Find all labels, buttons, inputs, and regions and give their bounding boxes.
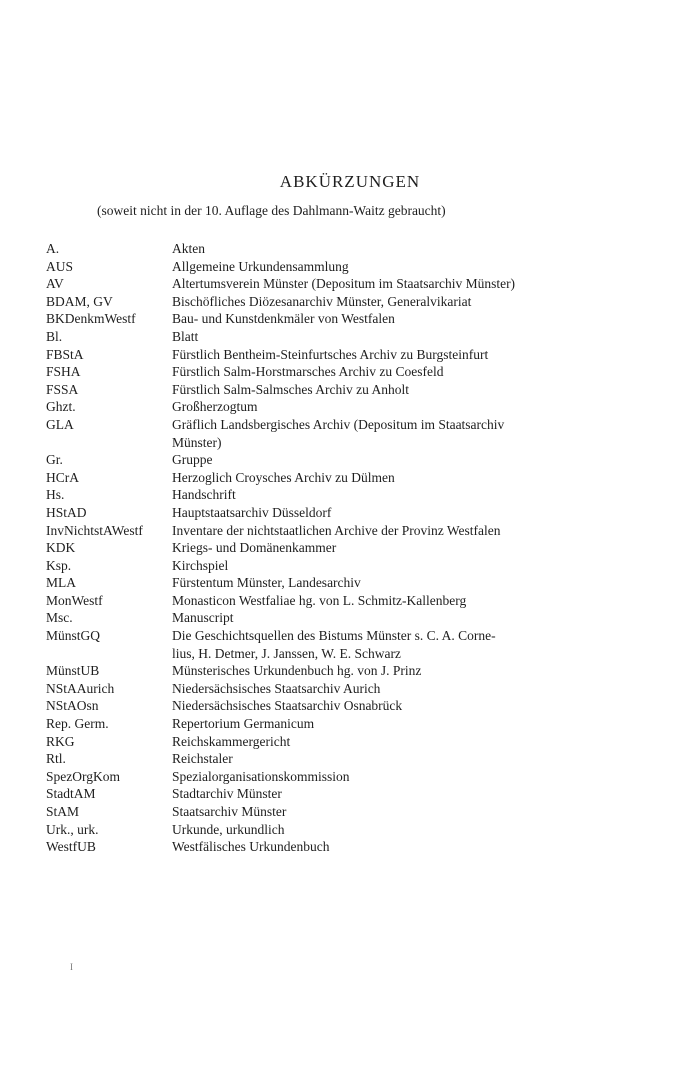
- abbreviation-meaning: Repertorium Germanicum: [172, 716, 315, 732]
- abbreviation-term: StAM: [46, 804, 80, 819]
- abbreviation-term: MonWestf: [46, 592, 103, 608]
- abbreviation-term: Urk., urk.: [46, 821, 99, 837]
- abbreviation-list: [46, 240, 586, 856]
- abbreviation-meaning: Handschrift: [172, 487, 236, 503]
- abbreviation-meaning: Inventare der nichtstaatlichen Archive der Provinz Westfalen: [172, 522, 501, 538]
- abbreviation-row: [46, 557, 586, 575]
- abbreviation-term: HCrA: [46, 469, 79, 485]
- abbreviation-meaning: Westfälisches Urkundenbuch: [172, 839, 330, 855]
- abbreviation-term: FBStA: [46, 346, 84, 362]
- abbreviation-row: [46, 785, 586, 803]
- abbreviation-row: [46, 539, 586, 557]
- abbreviation-meaning: Niedersächsisches Staatsarchiv Aurich: [172, 680, 381, 696]
- abbreviation-meaning: Die Geschichtsquellen des Bistums Münster s. C. A. Corne- lius, H. Detmer, J. Janssen, W. E. Schwarz: [172, 628, 496, 661]
- abbreviation-meaning: Reichskammergericht: [172, 733, 291, 749]
- abbreviation-meaning: Blatt: [172, 328, 199, 344]
- abbreviation-term: InvNichtstAWestf: [46, 522, 143, 538]
- abbreviation-term: Gr.: [46, 452, 63, 468]
- abbreviation-term: Ghzt.: [46, 399, 76, 415]
- abbreviation-row: [46, 363, 586, 381]
- abbreviation-row: [46, 398, 586, 416]
- abbreviation-term: Rep. Germ.: [46, 716, 109, 732]
- abbreviation-meaning: Großherzogtum: [172, 399, 258, 415]
- abbreviation-row: [46, 346, 586, 364]
- abbreviation-term: GLA: [46, 416, 74, 432]
- abbreviation-row: [46, 293, 586, 311]
- abbreviation-meaning: Manuscript: [172, 610, 234, 626]
- abbreviation-meaning: Fürstlich Bentheim-Steinfurtsches Archiv zu Burgsteinfurt: [172, 346, 489, 362]
- abbreviation-term: Msc.: [46, 610, 73, 626]
- abbreviation-row: [46, 381, 586, 399]
- abbreviation-meaning: Monasticon Westfaliae hg. von L. Schmitz-Kallenberg: [172, 592, 467, 608]
- abbreviation-meaning: Herzoglich Croysches Archiv zu Dülmen: [172, 469, 395, 485]
- abbreviation-row: [46, 803, 586, 821]
- abbreviation-term: Bl.: [46, 328, 63, 344]
- page-mark: I: [70, 962, 73, 972]
- abbreviation-meaning: Altertumsverein Münster (Depositum im Staatsarchiv Münster): [172, 276, 516, 292]
- abbreviation-meaning: Staatsarchiv Münster: [172, 804, 287, 819]
- abbreviation-term: BDAM, GV: [46, 293, 113, 309]
- abbreviation-meaning: Hauptstaatsarchiv Düsseldorf: [172, 504, 332, 520]
- abbreviation-term: KDK: [46, 540, 76, 556]
- abbreviation-row: [46, 486, 586, 504]
- abbreviation-term: MünstUB: [46, 663, 100, 679]
- abbreviation-meaning: Reichstaler: [172, 751, 233, 767]
- abbreviation-row: [46, 258, 586, 276]
- abbreviation-meaning: Gräflich Landsbergisches Archiv (Depositum im Staatsarchiv Münster): [172, 416, 505, 450]
- abbreviation-meaning: Bau- und Kunstdenkmäler von Westfalen: [172, 311, 395, 327]
- abbreviation-term: Rtl.: [46, 751, 66, 767]
- abbreviation-row: [46, 592, 586, 610]
- abbreviation-row: [46, 240, 586, 258]
- abbreviation-term: AV: [46, 276, 64, 292]
- abbreviation-term: FSSA: [46, 381, 79, 397]
- abbreviation-term: NStAAurich: [46, 680, 115, 696]
- abbreviation-row: [46, 574, 586, 592]
- abbreviation-meaning: Kirchspiel: [172, 557, 229, 573]
- abbreviation-term: FSHA: [46, 364, 81, 380]
- abbreviation-meaning: Bischöfliches Diözesanarchiv Münster, Generalvikariat: [172, 293, 472, 309]
- abbreviation-row: [46, 680, 586, 698]
- abbreviation-term: AUS: [46, 258, 74, 274]
- abbreviation-row: [46, 715, 586, 733]
- abbreviation-meaning: Allgemeine Urkundensammlung: [172, 258, 349, 274]
- abbreviation-row: [46, 697, 586, 715]
- abbreviation-term: BKDenkmWestf: [46, 311, 136, 327]
- abbreviation-meaning: Münsterisches Urkundenbuch hg. von J. Prinz: [172, 663, 422, 679]
- abbreviation-term: RKG: [46, 733, 75, 749]
- abbreviation-term: A.: [46, 241, 60, 256]
- abbreviation-row: [46, 609, 586, 627]
- abbreviation-row: [46, 328, 586, 346]
- abbreviation-meaning: Fürstentum Münster, Landesarchiv: [172, 575, 361, 591]
- abbreviation-meaning: Niedersächsisches Staatsarchiv Osnabrück: [172, 698, 403, 714]
- abbreviation-row: [46, 627, 586, 662]
- abbreviation-term: WestfUB: [46, 839, 96, 855]
- abbreviation-meaning: Akten: [172, 241, 205, 256]
- abbreviation-term: HStAD: [46, 504, 87, 520]
- abbreviation-row: [46, 504, 586, 522]
- abbreviation-meaning: Spezialorganisationskommission: [172, 768, 350, 784]
- abbreviation-row: [46, 768, 586, 786]
- abbreviation-row: [46, 838, 586, 856]
- abbreviation-meaning: Kriegs- und Domänenkammer: [172, 540, 337, 556]
- abbreviation-row: [46, 750, 586, 768]
- abbreviation-term: MLA: [46, 575, 76, 591]
- abbreviation-row: [46, 733, 586, 751]
- abbreviation-row: [46, 310, 586, 328]
- abbreviation-row: [46, 522, 586, 540]
- abbreviation-row: [46, 451, 586, 469]
- abbreviation-term: MünstGQ: [46, 628, 101, 644]
- abbreviation-meaning: Fürstlich Salm-Salmsches Archiv zu Anholt: [172, 381, 409, 397]
- abbreviation-meaning: Urkunde, urkundlich: [172, 821, 285, 837]
- abbreviation-meaning: Fürstlich Salm-Horstmarsches Archiv zu Coesfeld: [172, 364, 444, 380]
- abbreviation-row: [46, 662, 586, 680]
- abbreviation-term: StadtAM: [46, 786, 96, 802]
- abbreviation-term: Ksp.: [46, 557, 72, 573]
- abbreviation-term: Hs.: [46, 487, 65, 503]
- abbreviation-row: [46, 416, 586, 451]
- abbreviation-term: NStAOsn: [46, 698, 99, 714]
- page-subtitle: (soweit nicht in der 10. Auflage des Dahlmann-Waitz gebraucht): [97, 203, 446, 218]
- abbreviation-row: [46, 275, 586, 293]
- abbreviation-meaning: Gruppe: [172, 452, 213, 468]
- abbreviation-row: [46, 821, 586, 839]
- abbreviation-meaning: Stadtarchiv Münster: [172, 786, 282, 802]
- abbreviation-term: SpezOrgKom: [46, 768, 120, 784]
- page-title: ABKÜRZUNGEN: [279, 172, 421, 191]
- abbreviation-row: [46, 469, 586, 487]
